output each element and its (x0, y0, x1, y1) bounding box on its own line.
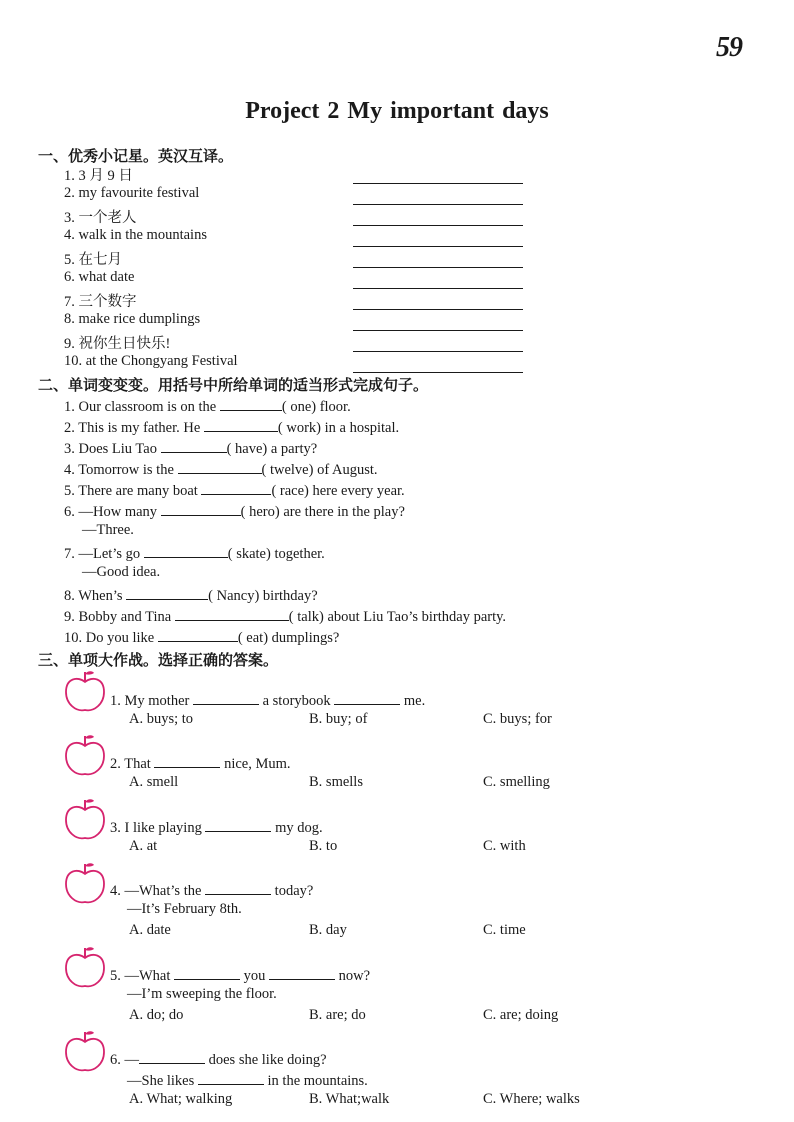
answer-line[interactable] (353, 351, 523, 352)
s2-item-text: 6. —How many (64, 504, 158, 520)
fill-blank[interactable] (144, 543, 228, 558)
s2-item-text: dumplings? (271, 630, 340, 646)
answer-line[interactable] (353, 204, 523, 205)
s2-item-text: 8. When’s (64, 588, 123, 604)
answer-line[interactable] (353, 288, 523, 289)
page-title: Project 2 My important days (245, 98, 549, 124)
question-text: me. (403, 693, 426, 709)
option-a[interactable]: A. What; walking (129, 1091, 233, 1107)
question-6 (110, 1049, 327, 1069)
option-c[interactable]: C. smelling (483, 774, 550, 790)
question-5 (110, 965, 370, 985)
s2-item-7 (64, 543, 325, 563)
s2-item-8 (64, 585, 318, 605)
s2-item-text: of August. (317, 462, 378, 478)
question-text: does she like doing? (208, 1052, 327, 1068)
s2-item-text: birthday? (262, 588, 318, 604)
s2-item-7-answer: —Good idea. (82, 564, 161, 580)
word-hint: ( twelve) (261, 462, 314, 478)
answer-line[interactable] (353, 183, 523, 184)
question-text: 6. — (110, 1052, 139, 1068)
s2-item-text: here every year. (312, 483, 405, 499)
question-text: now? (338, 968, 371, 984)
s2-item-text: about Liu Tao’s birthday party. (327, 609, 507, 625)
s1-item-5: 5. 在七月 (64, 252, 122, 268)
option-c[interactable]: C. buys; for (483, 711, 552, 727)
option-c[interactable]: C. Where; walks (483, 1091, 580, 1107)
option-a[interactable]: A. at (129, 838, 158, 854)
fill-blank[interactable] (269, 965, 335, 980)
word-hint: ( hero) (240, 504, 280, 520)
option-b[interactable]: B. smells (309, 774, 363, 790)
page-number: 59 (716, 32, 742, 63)
s2-item-text: 2. This is my father. He (64, 420, 201, 436)
option-b[interactable]: B. What;walk (309, 1091, 390, 1107)
fill-blank[interactable] (161, 438, 227, 453)
option-c[interactable]: C. are; doing (483, 1007, 559, 1023)
s2-item-text: 7. —Let’s go (64, 546, 141, 562)
question-2 (110, 753, 291, 773)
word-hint: ( Nancy) (208, 588, 260, 604)
word-hint: ( skate) (227, 546, 271, 562)
question-text: my dog. (275, 820, 323, 836)
question-text: a storybook (262, 693, 331, 709)
question-3 (110, 817, 323, 837)
fill-blank[interactable] (154, 753, 220, 768)
word-hint: ( have) (226, 441, 268, 457)
question-text: today? (274, 883, 314, 899)
option-c[interactable]: C. with (483, 838, 526, 854)
fill-blank[interactable] (201, 480, 271, 495)
section-3-heading: 三、单项大作战。选择正确的答案。 (38, 651, 279, 669)
s2-item-10 (64, 627, 339, 647)
apple-answer-box-icon[interactable] (62, 668, 108, 714)
option-a[interactable]: A. buys; to (129, 711, 194, 727)
question-4-response: —It’s February 8th. (127, 901, 242, 917)
s2-item-text: 3. Does Liu Tao (64, 441, 157, 457)
s2-item-text: in a hospital. (324, 420, 400, 436)
s2-item-6-answer: —Three. (82, 522, 134, 538)
s2-item-9 (64, 606, 506, 626)
option-a[interactable]: A. date (129, 922, 171, 938)
question-text: 1. My mother (110, 693, 190, 709)
s1-item-9: 9. 祝你生日快乐! (64, 336, 171, 352)
option-a[interactable]: A. do; do (129, 1007, 184, 1023)
s1-item-1: 1. 3 月 9 日 (64, 168, 133, 184)
question-4 (110, 880, 313, 900)
s2-item-text: are there in the play? (283, 504, 405, 520)
s1-item-10: 10. at the Chongyang Festival (64, 353, 238, 369)
fill-blank[interactable] (205, 880, 271, 895)
fill-blank[interactable] (220, 396, 282, 411)
word-hint: ( one) (281, 399, 317, 415)
s2-item-3 (64, 438, 317, 458)
s2-item-text: 4. Tomorrow is the (64, 462, 174, 478)
question-1 (110, 690, 425, 710)
s2-item-6 (64, 501, 405, 521)
s2-item-text: a party? (270, 441, 318, 457)
s1-item-3: 3. 一个老人 (64, 210, 137, 226)
answer-line[interactable] (353, 330, 523, 331)
s2-item-4 (64, 459, 378, 479)
s2-item-text: 9. Bobby and Tina (64, 609, 172, 625)
option-b[interactable]: B. to (309, 838, 338, 854)
apple-answer-box-icon[interactable] (62, 860, 108, 906)
fill-blank[interactable] (174, 965, 240, 980)
s1-item-2: 2. my favourite festival (64, 185, 200, 201)
question-text: 3. I like playing (110, 820, 202, 836)
option-b[interactable]: B. are; do (309, 1007, 366, 1023)
s1-item-4: 4. walk in the mountains (64, 227, 207, 243)
answer-line[interactable] (353, 225, 523, 226)
s1-item-8: 8. make rice dumplings (64, 311, 201, 327)
apple-answer-box-icon[interactable] (62, 732, 108, 778)
apple-answer-box-icon[interactable] (62, 944, 108, 990)
section-1-heading: 一、优秀小记星。英汉互译。 (38, 147, 234, 165)
s2-item-2 (64, 417, 399, 437)
option-b[interactable]: B. buy; of (309, 711, 368, 727)
s2-item-text: floor. (319, 399, 351, 415)
apple-answer-box-icon[interactable] (62, 1028, 108, 1074)
fill-blank[interactable] (205, 817, 271, 832)
s2-item-text: 10. Do you like (64, 630, 155, 646)
question-text: 5. —What (110, 968, 171, 984)
option-a[interactable]: A. smell (129, 774, 179, 790)
question-6-response (127, 1070, 368, 1090)
s1-item-6: 6. what date (64, 269, 135, 285)
option-b[interactable]: B. day (309, 922, 347, 938)
word-hint: ( work) (277, 420, 321, 436)
fill-blank[interactable] (334, 690, 400, 705)
fill-blank[interactable] (178, 459, 262, 474)
word-hint: ( race) (271, 483, 309, 499)
word-hint: ( eat) (237, 630, 269, 646)
fill-blank[interactable] (175, 606, 289, 621)
fill-blank[interactable] (161, 501, 241, 516)
apple-answer-box-icon[interactable] (62, 796, 108, 842)
fill-blank[interactable] (198, 1070, 264, 1085)
question-text: 4. —What’s the (110, 883, 202, 899)
s2-item-1 (64, 396, 351, 416)
fill-blank[interactable] (126, 585, 208, 600)
word-hint: ( talk) (288, 609, 324, 625)
question-text: 2. That (110, 756, 151, 772)
answer-line[interactable] (353, 372, 523, 373)
s2-item-text: 1. Our classroom is on the (64, 399, 217, 415)
fill-blank[interactable] (193, 690, 259, 705)
question-text: —She likes (127, 1073, 195, 1089)
s1-item-7: 7. 三个数字 (64, 294, 137, 310)
answer-line[interactable] (353, 246, 523, 247)
question-text: in the mountains. (267, 1073, 368, 1089)
s2-item-5 (64, 480, 405, 500)
fill-blank[interactable] (204, 417, 278, 432)
option-c[interactable]: C. time (483, 922, 526, 938)
s2-item-text: together. (274, 546, 325, 562)
section-2-heading: 二、单词变变变。用括号中所给单词的适当形式完成句子。 (38, 376, 429, 394)
answer-line[interactable] (353, 309, 523, 310)
fill-blank[interactable] (139, 1049, 205, 1064)
question-text: nice, Mum. (224, 756, 291, 772)
answer-line[interactable] (353, 267, 523, 268)
fill-blank[interactable] (158, 627, 238, 642)
s2-item-text: 5. There are many boat (64, 483, 198, 499)
question-5-response: —I’m sweeping the floor. (127, 986, 277, 1002)
question-text: you (243, 968, 266, 984)
